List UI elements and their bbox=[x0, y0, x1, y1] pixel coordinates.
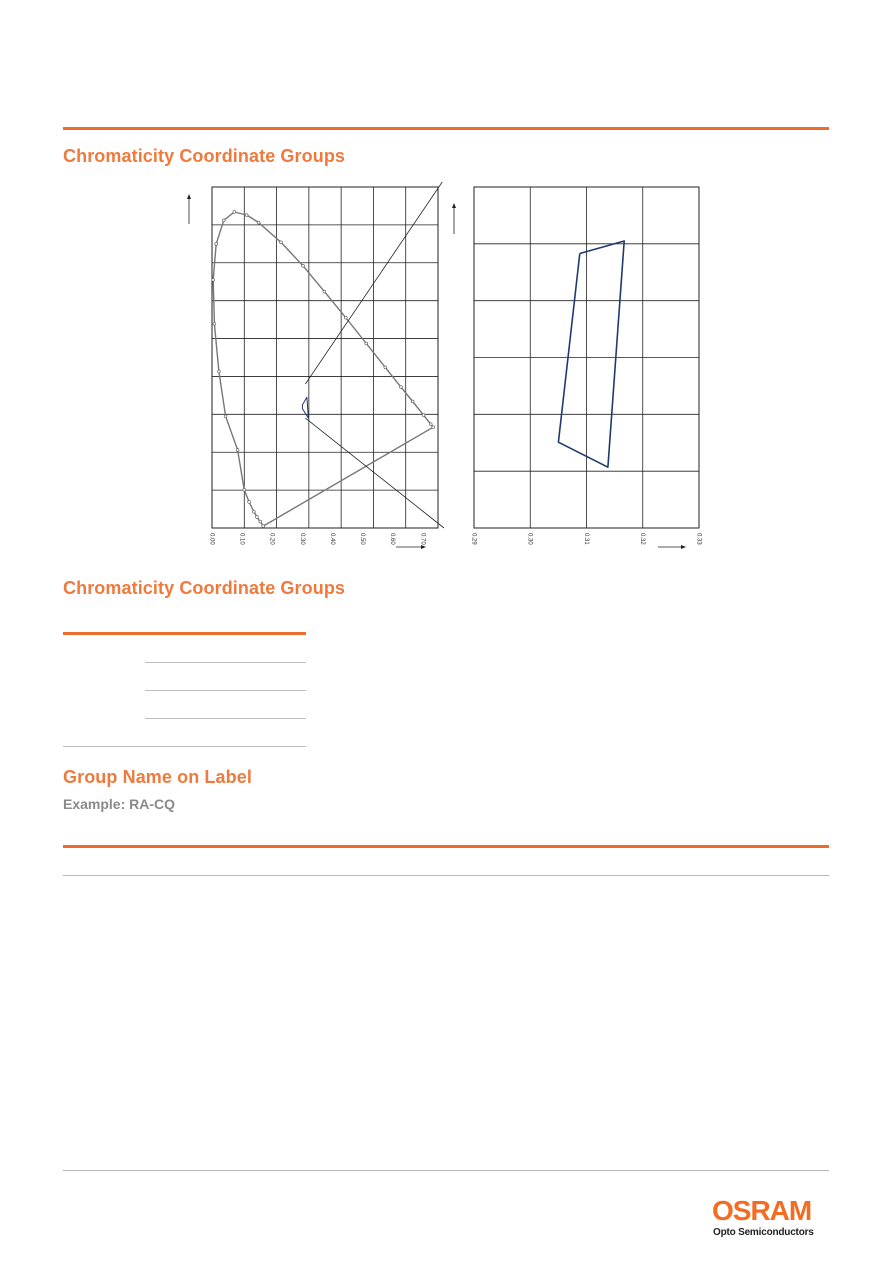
osram-logo bbox=[712, 1196, 829, 1241]
section-title-groups: Chromaticity Coordinate Groups bbox=[63, 578, 346, 598]
section-title-chart: Chromaticity Coordinate Groups bbox=[63, 146, 346, 166]
spectral-point-marker bbox=[233, 211, 236, 214]
spectral-point-marker bbox=[384, 366, 387, 369]
table-row-line bbox=[145, 690, 306, 691]
table-top-rule bbox=[63, 632, 306, 635]
spectral-point-marker bbox=[248, 500, 251, 503]
x-tick-label: 0.32 bbox=[639, 533, 646, 545]
table-bottom-line bbox=[63, 746, 306, 747]
spectral-point-marker bbox=[422, 414, 425, 417]
spectral-point-marker bbox=[432, 426, 435, 429]
spectral-point-marker bbox=[259, 520, 262, 523]
group-name-title: Group Name on Label bbox=[63, 767, 252, 787]
x-tick-label: 0.31 bbox=[582, 533, 589, 545]
lower-rule bbox=[63, 845, 829, 848]
spectral-point-marker bbox=[215, 242, 218, 245]
x-axis-arrow-head bbox=[421, 545, 426, 549]
x-tick-label: 0.30 bbox=[298, 533, 305, 545]
spectral-point-marker bbox=[411, 400, 414, 403]
lower-gray-rule bbox=[63, 875, 829, 876]
y-axis-arrow-head bbox=[187, 194, 191, 199]
x-tick-label: 0.70 bbox=[419, 533, 426, 545]
spectral-point-marker bbox=[257, 221, 260, 224]
spectral-point-marker bbox=[280, 241, 283, 244]
y-axis-arrow-head bbox=[452, 203, 456, 208]
spectral-point-marker bbox=[365, 342, 368, 345]
diagonal-line-lower bbox=[305, 418, 444, 528]
spectral-point-marker bbox=[400, 386, 403, 389]
spectral-locus-line bbox=[213, 212, 433, 526]
x-axis-arrow-head bbox=[681, 545, 686, 549]
x-tick-label: 0.33 bbox=[695, 533, 702, 545]
spectral-point-marker bbox=[218, 370, 221, 373]
spectral-point-marker bbox=[245, 214, 248, 217]
table-row-line bbox=[145, 718, 306, 719]
spectral-point-marker bbox=[344, 316, 347, 319]
spectral-point-marker bbox=[222, 219, 225, 222]
top-rule bbox=[63, 127, 829, 130]
spectral-point-marker bbox=[213, 322, 216, 325]
spectral-point-marker bbox=[243, 488, 246, 491]
x-tick-label: 0.40 bbox=[328, 533, 335, 545]
group-name-example: Example: RA-CQ bbox=[63, 796, 176, 812]
coordinate-group-outline bbox=[302, 397, 308, 418]
spectral-point-marker bbox=[323, 290, 326, 293]
cie-diagram-chart bbox=[180, 182, 450, 554]
x-tick-label: 0.29 bbox=[470, 533, 477, 545]
spectral-point-marker bbox=[236, 449, 239, 452]
zoom-chromaticity-chart bbox=[448, 182, 718, 554]
footer-rule bbox=[63, 1170, 829, 1171]
coordinate-group-outline bbox=[558, 241, 624, 467]
spectral-point-marker bbox=[302, 264, 305, 267]
spectral-point-marker bbox=[252, 510, 255, 513]
x-tick-label: 0.20 bbox=[268, 533, 275, 545]
x-tick-label: 0.60 bbox=[389, 533, 396, 545]
osram-logo-subtitle: Opto Semiconductors bbox=[713, 1227, 814, 1238]
spectral-point-marker bbox=[429, 423, 432, 426]
spectral-point-marker bbox=[262, 525, 265, 528]
osram-logo-wordmark: OSRAM bbox=[712, 1195, 812, 1226]
table-row-line bbox=[145, 662, 306, 663]
x-tick-label: 0.30 bbox=[526, 533, 533, 545]
spectral-point-marker bbox=[224, 415, 227, 418]
x-tick-label: 0.50 bbox=[359, 533, 366, 545]
x-tick-label: 0.00 bbox=[208, 533, 215, 545]
spectral-point-marker bbox=[212, 278, 215, 281]
x-tick-label: 0.10 bbox=[238, 533, 245, 545]
spectral-point-marker bbox=[255, 516, 258, 519]
